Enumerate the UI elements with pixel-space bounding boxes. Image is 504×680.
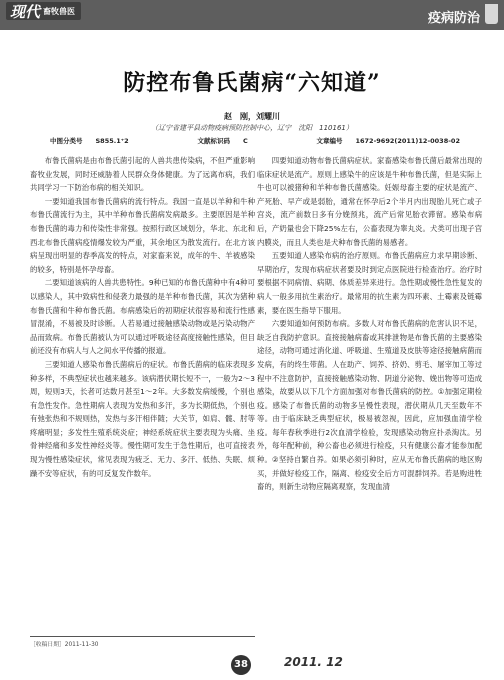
article-affiliation: （辽宁省建平县动物疫病预防控制中心，辽宁 沈阳 110161） <box>151 124 353 132</box>
received-date: ［收稿日期］2011-11-30 <box>30 636 255 648</box>
body-paragraph: 四要知道动物布鲁氏菌病症状。家畜感染布鲁氏菌后最常出现的临床症状是流产。原则上感染牛的应该是牛种布鲁氏菌，但是实际上牛也可以被猪种和羊种布鲁氏菌感染。妊娠母畜主要的症状是流产、产死胎、早产或是弱胎，通常在怀孕后2个半月内出现胎儿死亡或子宫炎，流产前数日多有分娩预兆，流产后常见胎衣滞留。感染布病后，产奶量也会下降25%左右，公畜表现为睾丸炎。犬类可出现子宫内膜炎，而且人类也是犬种布鲁氏菌的易感者。 <box>257 156 482 247</box>
journal-masthead <box>6 2 81 20</box>
body-paragraph: 三要知道人感染布鲁氏菌病后的症状。布鲁氏菌病的临床表现多种多样，不典型症状也越来越多。该病潜伏期长短不一，一般为2～3周，短则3天，长者可达数月甚至1～2年。大多数发病缓慢，个别也有急性发作。急性期病人表现为发热和多汗，多为长期低热，个别也有弛张热和不规则热，发热与多汗相伴随；大关节，如肩、髋、肘等疼痛明显；多发性生殖系统炎症；神经系统症状主要表现为头痛、坐骨神经痛和多发性神经炎等。慢性期可发生于急性期后，也可直接表现为慢性感染症状，常见表现为疲乏、无力、多汗、低热、失眠、烦躁不安等症状，有的可反复发作数年。 <box>30 359 255 478</box>
article-meta <box>50 136 460 145</box>
document-code: 文献标识码 C <box>197 137 248 145</box>
page-number: 38 <box>231 655 251 675</box>
corner-tab <box>485 4 498 24</box>
article-authors: 赵 刚，刘耀川 <box>224 112 280 121</box>
section-label: 疫病防治 <box>427 11 480 26</box>
left-column <box>30 154 255 634</box>
body-paragraph: 二要知道该病的人兽共患特性。9种已知的布鲁氏菌种中有4种可以感染人，其中致病性和侵袭力最强的是羊种布鲁氏菌，其次为猪种布鲁氏菌和牛种布鲁氏菌。布病感染后的初期症状很容易和流行性感冒混淆，不易被及时诊断。人若易通过接触感染动物或是污染动物产品而致病。布鲁氏菌被认为可以通过呼吸途径高度接触性感染，但目前还没有布病人与人之间水平传播的报道。 <box>30 278 255 356</box>
right-column <box>257 154 482 674</box>
article-title: 防控布鲁氏菌病“六知道” <box>123 70 381 96</box>
issue-date: 2011. 12 <box>284 655 343 669</box>
masthead-subtitle: 畜牧兽医 <box>43 6 76 16</box>
body-paragraph: 五要知道人感染布病的治疗原则。布鲁氏菌病应力求早期诊断、早期治疗，发现布病症状者要及时到定点医院进行检查治疗。治疗时要根据不同病情、病期、体质差异来进行。急性期或慢性急性复发的病人一般多用抗生素治疗。最常用的抗生素为四环素、土霉素及链霉素，要在医生指导下服用。 <box>257 251 482 315</box>
body-paragraph: 一要知道我国布鲁氏菌病的流行特点。我国一直是以羊种和牛种布鲁氏菌流行为主，其中羊种布鲁氏菌病发病最多。主要原因是羊种布鲁氏菌的毒力和传染性非常强。按照行政区域划分，华北、东北和西北布鲁氏菌病疫情爆发较为严重，其余地区为散发流行。在北方该病呈现出明显的春季高发的特点，对家畜来说，成年的牛、羊被感染的较多，特别是怀孕母畜。 <box>30 196 255 274</box>
clc-number: 中图分类号 S855.1⁺2 <box>50 137 129 145</box>
article-id: 文章编号 1672-9692(2011)12-0038-02 <box>316 137 460 145</box>
body-paragraph: 布鲁氏菌病是由布鲁氏菌引起的人兽共患传染病，不但严重影响畜牧业发展，同时还威胁着人民群众身体健康。为了远离布病，我们共同学习一下防治布病的相关知识。 <box>30 156 255 193</box>
masthead-logo: 现代 <box>10 2 41 21</box>
body-paragraph: 六要知道如何预防布病。多数人对布鲁氏菌病的危害认识不足，缺乏自我防护意识。直接接触病畜或其排泄物是布鲁氏菌的主要感染途径，动物可通过消化道、呼吸道、生殖道及皮肤等途径接触病菌而发病，有的终生带菌。人在助产、饲养、挤奶、剪毛、屠宰加工等过程中不注意防护，直接接触感染动物、阴道分泌物、娩出物等可造成感染，故要从以下几个方面加强对布鲁氏菌病的防控。①加强定期检疫。感染了布鲁氏菌的动物多呈慢性表现，潜伏期从几天至数年不等。由于临床缺乏典型症状，极易被忽视，因此，应加强血清学检疫。每年春秋季进行2次血清学检验，发现感染动物应扑杀淘汰。另外，每年配种前，种公畜也必须进行检疫，只有健康公畜才能参加配种。②坚持自繁自养。如果必须引种时，应从无布鲁氏菌病的地区购买，并做好检疫工作，隔离、检疫安全后方可混群饲养。若是购进牲畜的，则新生动物应隔离观察，发现血清 <box>257 319 482 492</box>
